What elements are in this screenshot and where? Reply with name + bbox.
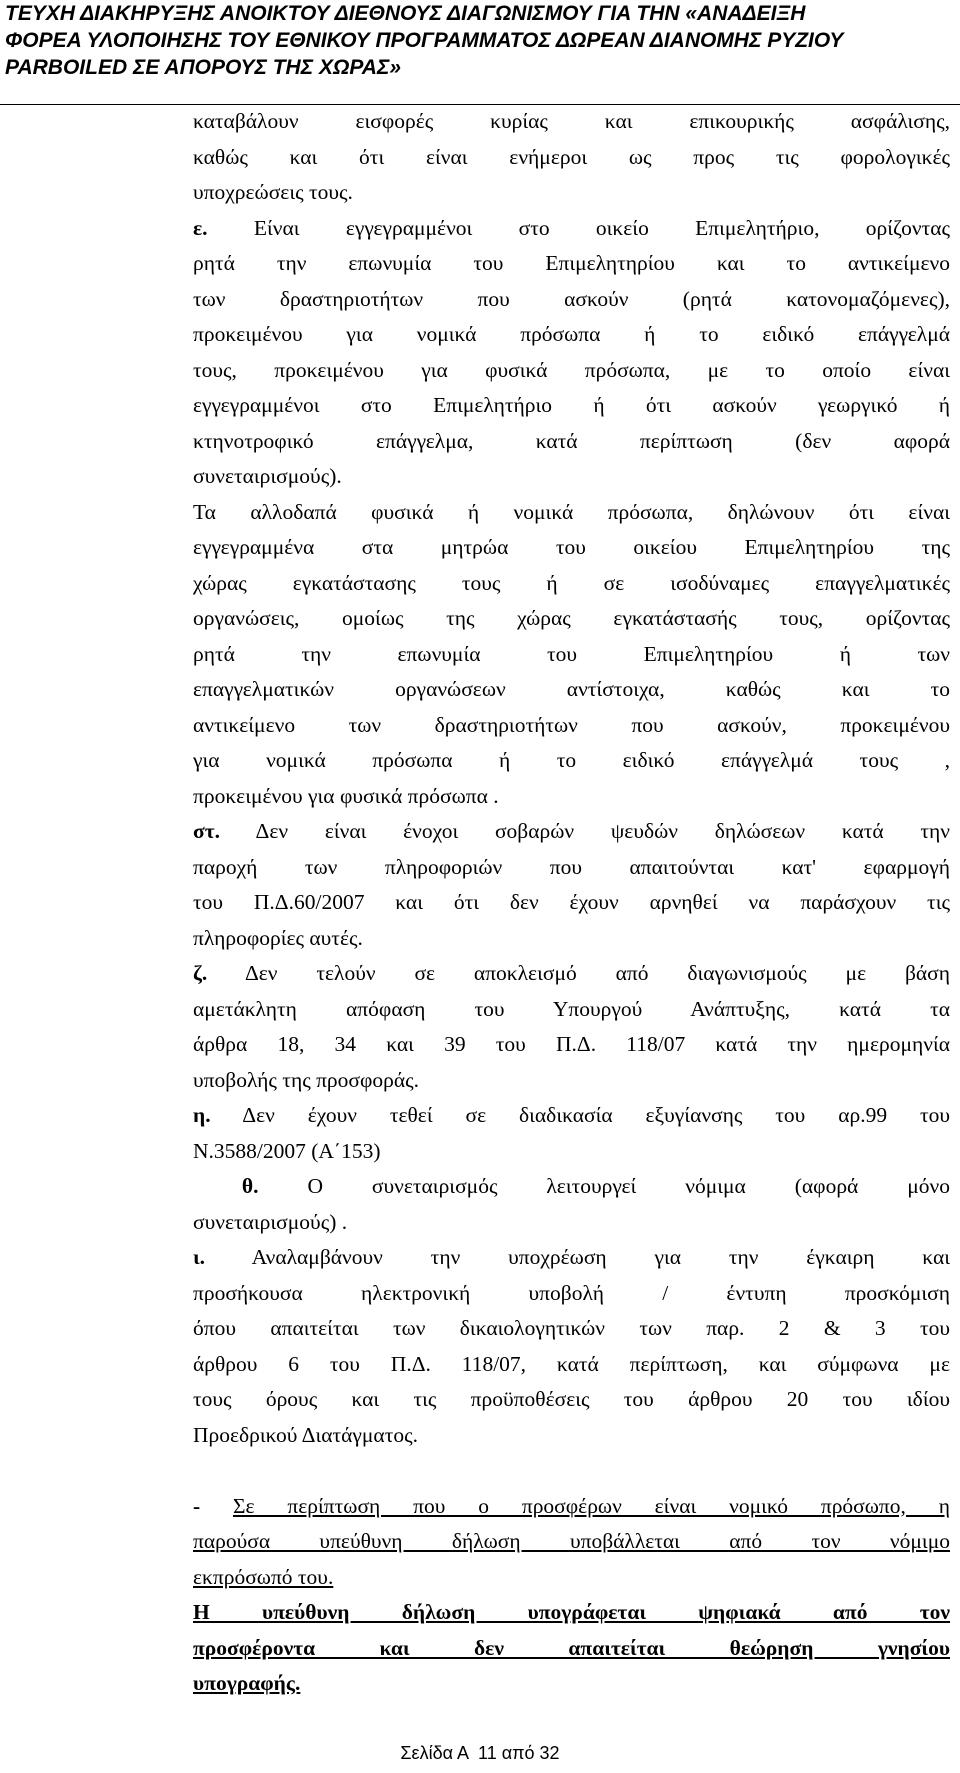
document-body: [193, 104, 950, 1702]
dash-marker: -: [193, 1493, 234, 1518]
paragraph-legal-entity-note: [193, 1489, 950, 1596]
text-line: οργανώσεις, ομοίως της χώρας εγκατάστασής τους, ορίζοντας: [193, 606, 950, 630]
text-line: άρθρα 18, 34 και 39 του Π.Δ. 118/07 κατά την ημερομηνία: [193, 1032, 950, 1056]
text-line: υποχρεώσεις τους.: [193, 180, 353, 204]
text-line: Αναλαμβάνουν την υποχρέωση για την έγκαιρη και: [205, 1245, 950, 1269]
page-number: Σελίδα Α 11 από 32: [400, 1743, 560, 1763]
text-line: εγγεγραμμένα στα μητρώα του οικείου Επιμελητηρίου της: [193, 535, 950, 559]
text-line: Δεν τελούν σε αποκλεισμό από διαγωνισμούς με βάση: [207, 961, 950, 985]
text-line: προσήκουσα ηλεκτρονική υποβολή / έντυπη προσκόμιση: [193, 1280, 950, 1305]
item-marker: στ.: [193, 819, 220, 843]
paragraph-e-chamber: [193, 211, 950, 495]
item-marker: ε.: [193, 215, 208, 240]
text-line: χώρας εγκατάστασης τους ή σε ισοδύναμες επαγγελματικές: [193, 570, 950, 595]
text-line: προκειμένου για φυσικά πρόσωπα .: [193, 783, 499, 808]
text-line: συνεταιρισμούς) .: [193, 1209, 348, 1234]
header-line: ΦΟΡΕΑ ΥΛΟΠΟΙΗΣΗΣ ΤΟΥ ΕΘΝΙΚΟΥ ΠΡΟΓΡΑΜΜΑΤΟΣ ΔΩΡΕΑΝ ΔΙΑΝΟΜΗΣ ΡΥΖΙΟΥ: [5, 29, 844, 52]
paragraph-contributions: [193, 104, 950, 211]
text-line: παροχή των πληροφοριών που απαιτούνται κατ' εφαρμογή: [193, 854, 950, 879]
text-line: Δεν έχουν τεθεί σε διαδικασία εξυγίανσης του αρ.99 του: [210, 1103, 950, 1127]
text-line: Είναι εγγεγραμμένοι στο οικείο Επιμελητήριο, ορίζοντας: [207, 215, 950, 240]
text-line: ρητά την επωνυμία του Επιμελητηρίου και το αντικείμενο: [193, 251, 950, 275]
document-header: [5, 0, 950, 81]
text-line: ρητά την επωνυμία του Επιμελητηρίου ή των: [193, 641, 950, 666]
text-line: τους, προκειμένου για φυσικά πρόσωπα, με το οποίο είναι: [193, 357, 950, 382]
text-line: συνεταιρισμούς).: [193, 464, 342, 488]
text-line: για νομικά πρόσωπα ή το ειδικό επάγγελμά τους ,: [193, 748, 950, 772]
text-line: καταβάλουν εισφορές κυρίας και επικουρικής ασφάλισης,: [193, 109, 950, 133]
text-line: Τα αλλοδαπά φυσικά ή νομικά πρόσωπα, δηλώνουν ότι είναι: [193, 499, 950, 524]
text-line: επαγγελματικών οργανώσεων αντίστοιχα, καθώς και το: [193, 677, 950, 701]
paragraph-st-false-declarations: [193, 814, 950, 956]
text-line: τους όρους και τις προϋποθέσεις του άρθρου 20 του ιδίου: [193, 1387, 950, 1411]
text-line: αμετάκλητη απόφαση του Υπουργού Ανάπτυξης, κατά τα: [193, 996, 950, 1021]
text-line: υποβολής της προσφοράς.: [193, 1067, 420, 1092]
paragraph-foreign-entities: [193, 495, 950, 815]
blank-line: [193, 1453, 950, 1489]
text-line: του Π.Δ.60/2007 και ότι δεν έχουν αρνηθεί να παράσχουν τις: [193, 890, 950, 914]
text-line: Προεδρικού Διατάγματος.: [193, 1422, 418, 1447]
text-line: Η υπεύθυνη δήλωση υπογράφεται ψηφιακά από τον: [193, 1600, 950, 1624]
text-line: Ν.3588/2007 (Α΄153): [193, 1138, 381, 1163]
text-line: εγγεγραμμένοι στο Επιμελητήριο ή ότι ασκούν γεωργικό ή: [193, 393, 950, 417]
text-line: Ο συνεταιρισμός λειτουργεί νόμιμα (αφορά μόνο: [258, 1174, 950, 1198]
item-marker: θ.: [193, 1174, 259, 1198]
paragraph-th-cooperative: [193, 1169, 950, 1240]
text-line: εκπρόσωπό του.: [193, 1564, 334, 1589]
paragraph-i-submission: [193, 1240, 950, 1453]
text-line: κτηνοτροφικό επάγγελμα, κατά περίπτωση (δεν αφορά: [193, 428, 950, 453]
text-line: καθώς και ότι είναι ενήμεροι ως προς τις φορολογικές: [193, 144, 950, 169]
text-line: πληροφορίες αυτές.: [193, 925, 363, 950]
text-line: Δεν είναι ένοχοι σοβαρών ψευδών δηλώσεων κατά την: [219, 819, 950, 843]
text-line: Σε περίπτωση που ο προσφέρων είναι νομικό πρόσωπο, η: [233, 1493, 950, 1518]
item-marker: η.: [193, 1103, 211, 1127]
text-line: των δραστηριοτήτων που ασκούν (ρητά κατονομαζόμενες),: [193, 286, 950, 311]
paragraph-h-restructuring: [193, 1098, 950, 1169]
item-marker: ι.: [193, 1245, 206, 1269]
page-footer: [0, 1742, 960, 1764]
text-line: προκειμένου για νομικά πρόσωπα ή το ειδικό επάγγελμά: [193, 322, 950, 346]
paragraph-digital-signature: [193, 1595, 950, 1702]
paragraph-z-exclusion: [193, 956, 950, 1098]
item-marker: ζ.: [193, 961, 208, 985]
text-line: όπου απαιτείται των δικαιολογητικών των παρ. 2 & 3 του: [193, 1316, 950, 1340]
text-line: υπογραφής.: [193, 1671, 301, 1695]
text-line: αντικείμενο των δραστηριοτήτων που ασκούν, προκειμένου: [193, 712, 950, 737]
text-line: άρθρου 6 του Π.Δ. 118/07, κατά περίπτωση, και σύμφωνα με: [193, 1351, 950, 1376]
text-line: παρούσα υπεύθυνη δήλωση υποβάλλεται από τον νόμιμο: [193, 1529, 950, 1553]
text-line: προσφέροντα και δεν απαιτείται θεώρηση γνησίου: [193, 1635, 950, 1660]
header-line: ΤΕΥΧΗ ΔΙΑΚΗΡΥΞΗΣ ΑΝΟΙΚΤΟΥ ΔΙΕΘΝΟΥΣ ΔΙΑΓΩΝΙΣΜΟΥ ΓΙΑ ΤΗΝ «ΑΝΑΔΕΙΞΗ: [5, 2, 806, 25]
header-line: PARBOILED ΣΕ ΑΠΟΡΟΥΣ ΤΗΣ ΧΩΡΑΣ»: [5, 56, 402, 79]
